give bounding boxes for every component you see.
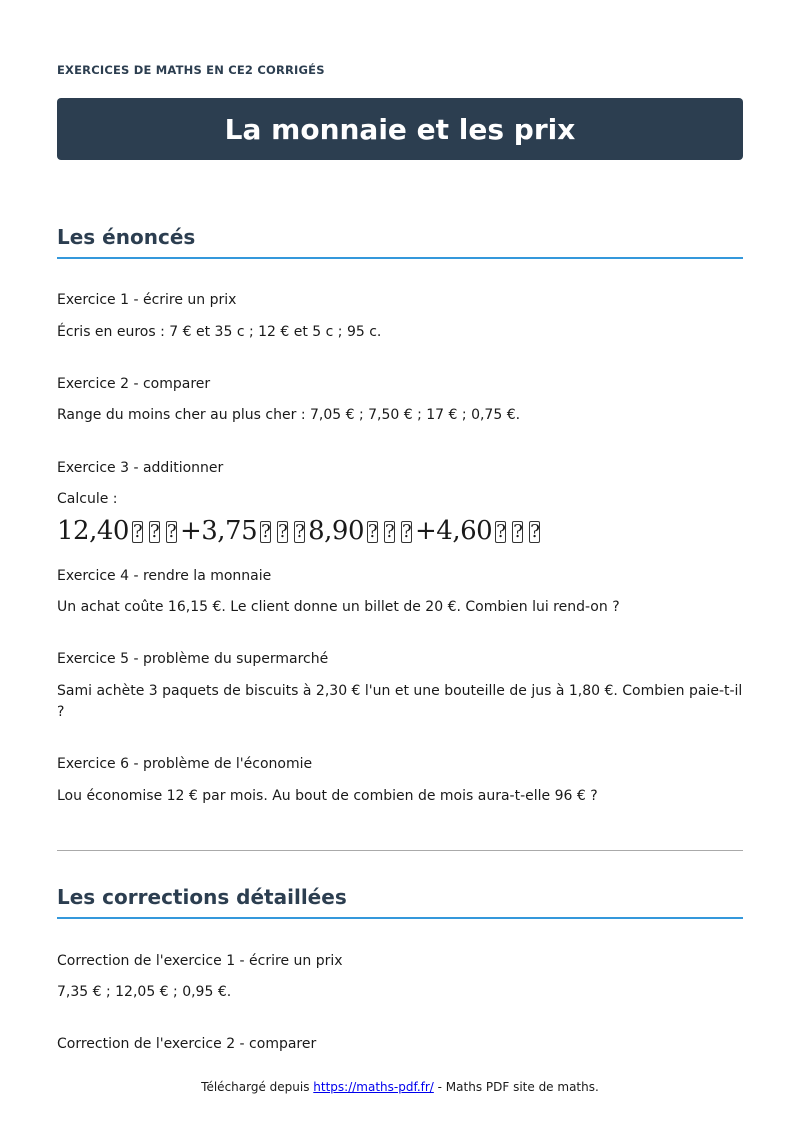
exercise-1-title: Exercice 1 - écrire un prix (57, 292, 237, 308)
math-placeholder: ? (513, 521, 523, 542)
math-placeholder: ? (261, 521, 271, 542)
math-number-1: 12,40 (57, 516, 129, 546)
exercise-3-text: Calcule : (57, 491, 118, 507)
correction-1-title: Correction de l'exercice 1 - écrire un prix (57, 953, 343, 969)
exercise-1-text: Écris en euros : 7 € et 35 c ; 12 € et 5 c ; 95 c. (57, 324, 382, 340)
section-divider (57, 850, 743, 851)
math-placeholder: ? (385, 521, 395, 542)
math-placeholder: ? (402, 521, 412, 542)
exercise-5-title: Exercice 5 - problème du supermarché (57, 651, 329, 667)
exercise-2-text: Range du moins cher au plus cher : 7,05 € ; 7,50 € ; 17 € ; 0,75 €. (57, 407, 521, 423)
exercise-4-title: Exercice 4 - rendre la monnaie (57, 568, 272, 584)
math-placeholder: ? (149, 521, 160, 542)
exercise-2-title: Exercice 2 - comparer (57, 376, 211, 392)
math-placeholder: ? (295, 521, 305, 542)
exercise-6-title: Exercice 6 - problème de l'économie (57, 756, 313, 772)
section-title-statements: Les énoncés (57, 225, 743, 259)
math-operand-2: +4,60 (415, 516, 493, 546)
page-footer (0, 1080, 800, 1094)
exercise-4-text: Un achat coûte 16,15 €. Le client donne un billet de 20 €. Combien lui rend-on ? (57, 599, 620, 615)
page-title: La monnaie et les prix (224, 112, 576, 146)
document-kicker: EXERCICES DE MATHS EN CE2 CORRIGÉS (57, 63, 325, 77)
exercise-3-title: Exercice 3 - additionner (57, 460, 224, 476)
exercise-6-text: Lou économise 12 € par mois. Au bout de combien de mois aura-t-elle 96 € ? (57, 788, 598, 804)
footer-link[interactable]: https://maths-pdf.fr/ (313, 1080, 434, 1094)
math-placeholder: ? (530, 521, 540, 542)
exercise-5-text: Sami achète 3 paquets de biscuits à 2,30 € l'un et une bouteille de jus à 1,80 €. Combien paie-t-il ? (57, 683, 743, 720)
correction-1-text: 7,35 € ; 12,05 € ; 0,95 €. (57, 984, 232, 1000)
section-title-corrections: Les corrections détaillées (57, 885, 743, 919)
math-number-2: 8,90 (308, 516, 365, 546)
footer-prefix: Téléchargé depuis (201, 1080, 314, 1094)
correction-2-title: Correction de l'exercice 2 - comparer (57, 1036, 317, 1052)
exercise-3-math-expression (57, 516, 743, 546)
title-banner (57, 98, 743, 160)
math-placeholder: ? (368, 521, 378, 542)
math-placeholder: ? (278, 521, 288, 542)
math-placeholder: ? (132, 521, 143, 542)
math-placeholder: ? (496, 521, 506, 542)
math-placeholder: ? (166, 521, 177, 542)
footer-suffix: - Maths PDF site de maths. (433, 1080, 599, 1094)
math-operand-1: +3,75 (179, 516, 258, 546)
